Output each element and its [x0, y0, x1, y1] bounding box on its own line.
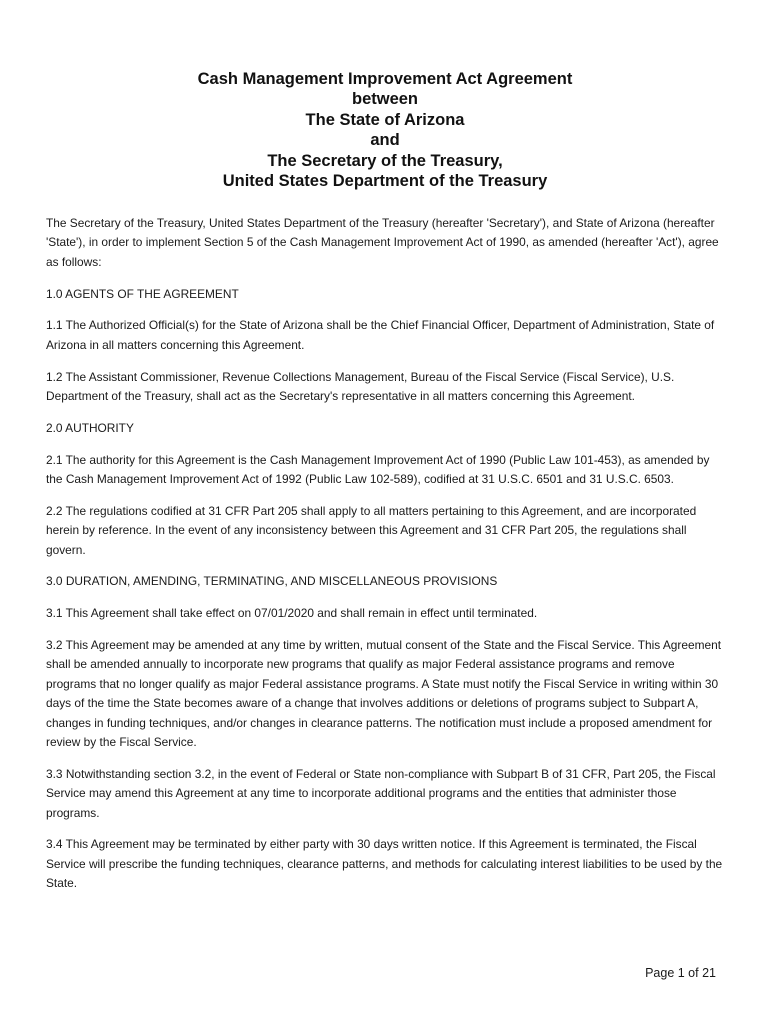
document-body [46, 214, 726, 906]
paragraph-3-3: 3.3 Notwithstanding section 3.2, in the event of Federal or State non-compliance with Subpart B of 31 CFR, Part 205, the Fiscal Service may amend this Agreement at any time to incorporate additional programs and the entities that administer those programs. [46, 766, 716, 820]
paragraph-2-2: 2.2 The regulations codified at 31 CFR Part 205 shall apply to all matters pertaining to this Agreement, and are incorporated herein by reference. In the event of any inconsistency between this Agreement and 31 CFR Part 205, the regulations shall govern. [46, 503, 697, 557]
document-title [0, 69, 770, 191]
title-line-2: between [351, 90, 419, 109]
page-number: Page 1 of 21 [645, 966, 716, 980]
section-heading-2: 2.0 AUTHORITY [46, 420, 134, 435]
title-line-4: and [370, 131, 400, 150]
intro-paragraph: The Secretary of the Treasury, United States Department of the Treasury (hereafter 'Secretary'), and State of Arizona (hereafter 'State'), in order to implement Section 5 of the Cash Management Improvement Act of 1990, as amended (hereafter 'Act'), agree as follows: [46, 216, 719, 269]
paragraph-3-1: 3.1 This Agreement shall take effect on 07/01/2020 and shall remain in effect until terminated. [46, 606, 538, 621]
paragraph-1-1: 1.1 The Authorized Official(s) for the State of Arizona shall be the Chief Financial Officer, Department of Administration, State of Arizona in all matters concerning this Agreement. [46, 318, 715, 352]
title-line-5: The Secretary of the Treasury, [267, 151, 503, 170]
paragraph-2-1: 2.1 The authority for this Agreement is the Cash Management Improvement Act of 1990 (Public Law 101-453), as amended by the Cash Management Improvement Act of 1992 (Public Law 102-589), codified at 31 U.S.C. 6501 and 31 U.S.C. 6503. [46, 452, 710, 487]
section-heading-1: 1.0 AGENTS OF THE AGREEMENT [46, 286, 239, 301]
paragraph-1-2: 1.2 The Assistant Commissioner, Revenue Collections Management, Bureau of the Fiscal Service (Fiscal Service), U.S. Department of the Treasury, shall act as the Secretary's representative in all matters concerning this Agreement. [46, 369, 675, 404]
title-line-3: The State of Arizona [305, 110, 465, 129]
paragraph-3-2: 3.2 This Agreement may be amended at any time by written, mutual consent of the State and the Fiscal Service. This Agreement shall be amended annually to incorporate new programs that qualify as major Federal assistance programs and remove programs that no longer qualify as major Federal assistance programs. A State must notify the Fiscal Service in writing within 30 days of the time the State becomes aware of a change that involves additions or deletions of programs subject to Subpart A, changes in funding techniques, and/or changes in clearance patterns. The notification must include a proposed amendment for review by the Fiscal Service. [46, 638, 722, 750]
title-line-1: Cash Management Improvement Act Agreement [197, 70, 573, 88]
section-heading-3: 3.0 DURATION, AMENDING, TERMINATING, AND MISCELLANEOUS PROVISIONS [46, 574, 498, 589]
paragraph-3-4: 3.4 This Agreement may be terminated by either party with 30 days written notice. If this Agreement is terminated, the Fiscal Service will prescribe the funding techniques, clearance patterns, and methods for calculating interest liabilities to be used by the State. [46, 837, 723, 891]
title-line-6: United States Department of the Treasury [222, 172, 548, 191]
